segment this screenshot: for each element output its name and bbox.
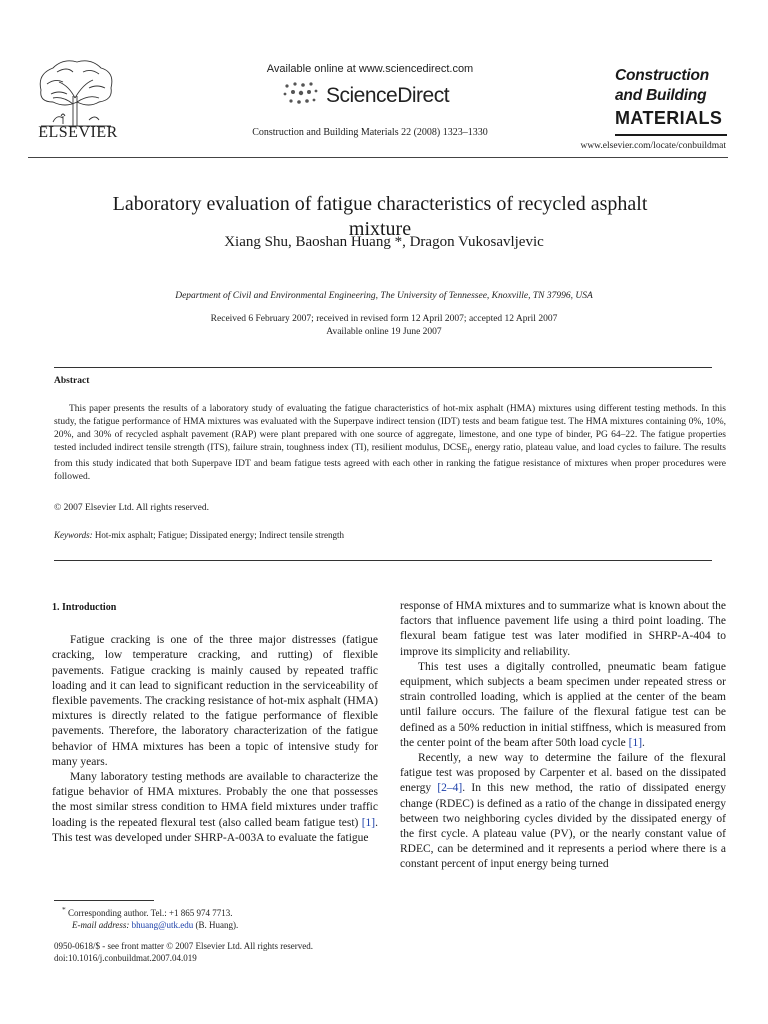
- elsevier-tree-icon: [33, 58, 119, 128]
- intro-paragraph-3: response of HMA mixtures and to summarize what is known about the factors that influence pavement life using a third point loading. The flexural beam fatigue test was later modified in SHRP-A-404 to improve its simplicity and reliability.: [400, 600, 726, 658]
- intro-p4-text-a: This test uses a digitally controlled, pneumatic beam fatigue equipment, which subjects a beam specimen under repeated stress or strain controlled loading, which is applied at the center of the beam until failure occurs. The failure of the flexural fatigue test can be defined as a 50% reduction in initial stiffness, which is measured from the center point of the beam after 50th load cycle: [400, 660, 726, 749]
- article-history: [60, 313, 708, 338]
- header-divider: [28, 157, 728, 158]
- intro-paragraph-1: Fatigue cracking is one of the three major distresses (fatigue cracking, low temperature cracking, and rutting) of flexible pavements. Fatigue cracking is mainly caused by repeated traffic loading and it can lead to significant reduction in the serviceability of flexible pavements. The cracking resistance of hot-mix asphalt (HMA) mixtures is directly related to the fatigue performance of flexible pavements. Therefore, the laboratory characterization of the fatigue behavior of HMA mixtures has been a topic of intensive study for many years.: [52, 634, 378, 768]
- section-heading: 1. Introduction: [52, 602, 117, 613]
- intro-paragraph-4: [400, 660, 726, 751]
- journal-logo-line3: MATERIALS: [615, 108, 723, 128]
- intro-p2-text-b: . This test was developed under SHRP-A-003A to evaluate the fatigue: [52, 816, 378, 844]
- abstract-text: [54, 403, 726, 484]
- footnote-email: [54, 919, 384, 931]
- footnote-mark: *: [62, 905, 66, 914]
- abstract-text-part2: , energy ratio, plateau value, and load cycles to failure. The results from this study indicated that both Superpave IDT and beam fatigue tests agreed with each other in ranking the fatigue resistance of mixtures when proper procedures were followed.: [54, 443, 726, 482]
- journal-url-link[interactable]: www.elsevier.com/locate/conbuildmat: [580, 141, 726, 151]
- citation-link[interactable]: [1]: [628, 736, 643, 749]
- abstract-top-rule: [54, 367, 712, 368]
- footnote-contact-text: Corresponding author. Tel.: +1 865 974 7713.: [68, 908, 233, 918]
- footnote-rule: [54, 900, 154, 901]
- citation-link[interactable]: [2–4]: [437, 782, 463, 795]
- available-online-date: Available online 19 June 2007: [326, 326, 442, 337]
- keywords: [54, 530, 344, 540]
- intro-paragraph-5: [400, 751, 726, 873]
- intro-p4-text-b: .: [642, 736, 645, 749]
- email-label: E-mail address:: [72, 920, 130, 930]
- abstract-bottom-rule: [54, 560, 712, 561]
- journal-logo-rule: [615, 134, 727, 136]
- sciencedirect-dots-icon: [281, 80, 321, 108]
- available-online-text[interactable]: Available online at www.sciencedirect.com: [266, 63, 474, 75]
- corresponding-author-footnote: [54, 904, 384, 931]
- intro-paragraph-2: [52, 770, 378, 846]
- article-meta: [54, 940, 394, 964]
- citation-link[interactable]: [1]: [361, 816, 376, 829]
- platform-logo: ScienceDirect: [326, 84, 450, 107]
- abstract-subscript: f: [467, 446, 470, 455]
- doi-line[interactable]: doi:10.1016/j.conbuildmat.2007.04.019: [54, 953, 197, 963]
- footnote-contact: [54, 904, 384, 919]
- abstract-text-part1: This paper presents the results of a laboratory study of evaluating the fatigue characteristics of hot-mix asphalt (HMA) mixtures using different testing methods. In this study, the fatigue performance of HMA mixtures was evaluated with the Superpave indirect tension (IDT) tests and beam fatigue test. The HMA mixtures containing 0%, 10%, 20%, and 30% of recycled asphalt pavement (RAP) were plant prepared with one source of aggregate, limestone, and one type of binder, PG 64–22. The fatigue properties tested included indirect tensile strength (ITS), failure strain, toughness index (TI), resilient modulus, DCSE: [54, 404, 726, 453]
- keywords-text: Hot-mix asphalt; Fatigue; Dissipated energy; Indirect tensile strength: [94, 530, 344, 540]
- intro-p5-text-a: Recently, a new way to determine the failure of the flexural fatigue test was proposed by Carpenter et al. based on the dissipated energy: [400, 752, 726, 795]
- intro-p2-text-a: Many laboratory testing methods are available to characterize the fatigue behavior of HMA mixtures. Probably the one that possesses the most similar stress condition to HMA field mixtures under traffic loading is the repeated flexural test (also called beam fatigue test): [52, 771, 378, 829]
- email-link[interactable]: bhuang@utk.edu: [131, 920, 194, 930]
- publisher-logo: ELSEVIER: [38, 124, 118, 141]
- affiliation: Department of Civil and Environmental Engineering, The University of Tennessee, Knoxville, TN 37996, USA: [175, 291, 593, 301]
- author-list: Xiang Shu, Baoshan Huang *, Dragon Vukosavljevic: [224, 234, 544, 250]
- keywords-label: Keywords:: [54, 530, 93, 540]
- journal-logo-line2: and Building: [615, 87, 707, 104]
- abstract-heading: Abstract: [54, 376, 90, 386]
- email-suffix: (B. Huang).: [193, 920, 239, 930]
- abstract-copyright: © 2007 Elsevier Ltd. All rights reserved.: [54, 503, 209, 513]
- journal-logo: [615, 66, 727, 130]
- article-title: Laboratory evaluation of fatigue characteristics of recycled asphalt mixture: [112, 193, 648, 240]
- left-column: [52, 596, 378, 846]
- received-dates: Received 6 February 2007; received in revised form 12 April 2007; accepted 12 April 2007: [210, 314, 558, 324]
- journal-reference: Construction and Building Materials 22 (2008) 1323–1330: [252, 127, 488, 138]
- right-column: [400, 599, 726, 873]
- journal-logo-line1: Construction: [615, 67, 710, 84]
- issn-line: 0950-0618/$ - see front matter © 2007 Elsevier Ltd. All rights reserved.: [54, 941, 314, 951]
- intro-p5-text-b: . In this new method, the ratio of dissipated energy change (RDEC) is defined as a ratio of the change in dissipated energy between two neighboring cycles divided by the dissipated energy of the first cycle. A plateau value (PV), or the nearly constant value of RDEC, can be determined and it represents a period where there is a constant percent of input energy being turned: [400, 782, 726, 871]
